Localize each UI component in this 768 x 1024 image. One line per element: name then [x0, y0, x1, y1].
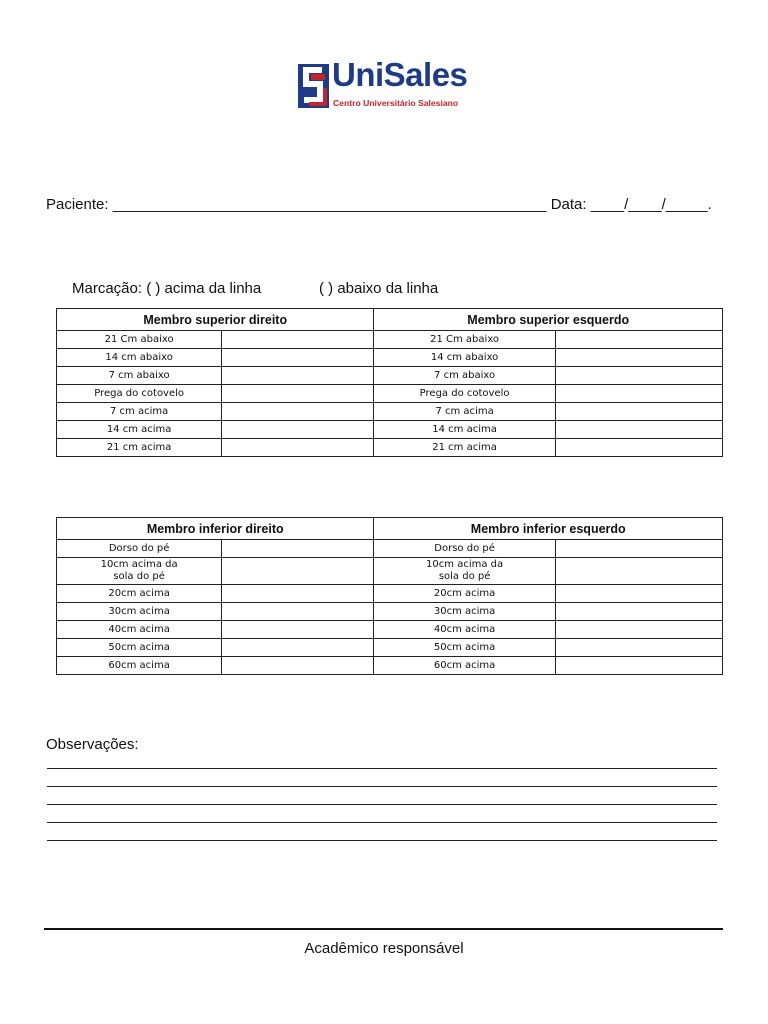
right-measure-value-cell[interactable]	[222, 385, 374, 403]
right-measure-value-cell[interactable]	[222, 558, 374, 585]
date-field[interactable]: ____/____/_____.	[590, 196, 712, 213]
left-measure-value-cell[interactable]	[555, 403, 722, 421]
left-measure-value-cell[interactable]	[555, 657, 722, 675]
right-measure-point-label: 50cm acima	[57, 639, 222, 657]
right-measure-point-label: 7 cm acima	[57, 403, 222, 421]
table-row	[57, 639, 723, 657]
signature-line[interactable]	[44, 928, 723, 930]
left-measure-point-label: Dorso do pé	[374, 540, 555, 558]
left-measure-value-cell[interactable]	[555, 349, 722, 367]
upper-left-limb-header: Membro superior esquerdo	[374, 309, 723, 331]
table-row	[57, 439, 723, 457]
patient-label: Paciente:	[46, 196, 113, 213]
right-measure-value-cell[interactable]	[222, 603, 374, 621]
table-row	[57, 585, 723, 603]
signature-label: Acadêmico responsável	[304, 940, 464, 957]
marking-above-option[interactable]: Marcação: ( ) acima da linha	[72, 280, 262, 297]
table-row	[57, 403, 723, 421]
right-measure-point-label: Dorso do pé	[57, 540, 222, 558]
lower-left-limb-header: Membro inferior esquerdo	[374, 518, 723, 540]
observation-line[interactable]	[47, 822, 717, 823]
upper-limb-table	[56, 308, 723, 457]
left-measure-point-label: 14 cm abaixo	[374, 349, 555, 367]
right-measure-point-label: 14 cm acima	[57, 421, 222, 439]
left-measure-point-label: 40cm acima	[374, 621, 555, 639]
left-measure-value-cell[interactable]	[555, 540, 722, 558]
table-row	[57, 331, 723, 349]
right-measure-point-label: 21 Cm abaixo	[57, 331, 222, 349]
right-measure-value-cell[interactable]	[222, 331, 374, 349]
left-measure-value-cell[interactable]	[555, 558, 722, 585]
observation-line[interactable]	[47, 786, 717, 787]
right-measure-value-cell[interactable]	[222, 403, 374, 421]
left-measure-value-cell[interactable]	[555, 585, 722, 603]
observation-line[interactable]	[47, 768, 717, 769]
left-measure-point-label: Prega do cotovelo	[374, 385, 555, 403]
right-measure-point-label: Prega do cotovelo	[57, 385, 222, 403]
right-measure-point-label: 60cm acima	[57, 657, 222, 675]
left-measure-value-cell[interactable]	[555, 439, 722, 457]
left-measure-point-label: 60cm acima	[374, 657, 555, 675]
left-measure-value-cell[interactable]	[555, 421, 722, 439]
left-measure-value-cell[interactable]	[555, 367, 722, 385]
left-measure-point-label: 14 cm acima	[374, 421, 555, 439]
unisales-logo	[298, 56, 468, 114]
lower-right-limb-header: Membro inferior direito	[57, 518, 374, 540]
table-row	[57, 349, 723, 367]
patient-line	[46, 196, 712, 213]
table-header-row	[57, 518, 723, 540]
unisales-logo-mark-icon	[298, 64, 329, 108]
left-measure-value-cell[interactable]	[555, 621, 722, 639]
left-measure-value-cell[interactable]	[555, 639, 722, 657]
table-row	[57, 367, 723, 385]
left-measure-point-label: 7 cm acima	[374, 403, 555, 421]
right-measure-value-cell[interactable]	[222, 657, 374, 675]
right-measure-point-label: 20cm acima	[57, 585, 222, 603]
right-measure-value-cell[interactable]	[222, 421, 374, 439]
left-measure-value-cell[interactable]	[555, 331, 722, 349]
date-label: Data:	[546, 196, 591, 213]
right-measure-point-label: 14 cm abaixo	[57, 349, 222, 367]
left-measure-point-label: 30cm acima	[374, 603, 555, 621]
table-row	[57, 540, 723, 558]
right-measure-point-label: 7 cm abaixo	[57, 367, 222, 385]
right-measure-point-label: 30cm acima	[57, 603, 222, 621]
left-measure-point-label: 21 cm acima	[374, 439, 555, 457]
right-measure-point-label: 21 cm acima	[57, 439, 222, 457]
table-row	[57, 385, 723, 403]
left-measure-point-label: 21 Cm abaixo	[374, 331, 555, 349]
left-measure-value-cell[interactable]	[555, 603, 722, 621]
left-measure-point-label: 50cm acima	[374, 639, 555, 657]
table-row	[57, 558, 723, 585]
left-measure-point-label: 20cm acima	[374, 585, 555, 603]
right-measure-value-cell[interactable]	[222, 439, 374, 457]
right-measure-value-cell[interactable]	[222, 540, 374, 558]
right-measure-point-label: 40cm acima	[57, 621, 222, 639]
marking-below-option[interactable]: ( ) abaixo da linha	[319, 280, 439, 297]
table-header-row	[57, 309, 723, 331]
left-measure-value-cell[interactable]	[555, 385, 722, 403]
logo-brand-name: UniSales	[332, 56, 468, 93]
logo-tagline: Centro Universitário Salesiano	[333, 98, 459, 108]
table-row	[57, 621, 723, 639]
lower-limb-table	[56, 517, 723, 675]
observation-line[interactable]	[47, 840, 717, 841]
observations-label: Observações:	[46, 736, 139, 753]
observation-line[interactable]	[47, 804, 717, 805]
table-row	[57, 603, 723, 621]
upper-right-limb-header: Membro superior direito	[57, 309, 374, 331]
right-measure-point-label: 10cm acima da sola do pé	[57, 558, 222, 585]
right-measure-value-cell[interactable]	[222, 349, 374, 367]
right-measure-value-cell[interactable]	[222, 367, 374, 385]
table-row	[57, 421, 723, 439]
right-measure-value-cell[interactable]	[222, 621, 374, 639]
right-measure-value-cell[interactable]	[222, 585, 374, 603]
table-row	[57, 657, 723, 675]
right-measure-value-cell[interactable]	[222, 639, 374, 657]
left-measure-point-label: 7 cm abaixo	[374, 367, 555, 385]
left-measure-point-label: 10cm acima da sola do pé	[374, 558, 555, 585]
patient-name-field[interactable]: ____________________________________________________	[112, 196, 547, 213]
